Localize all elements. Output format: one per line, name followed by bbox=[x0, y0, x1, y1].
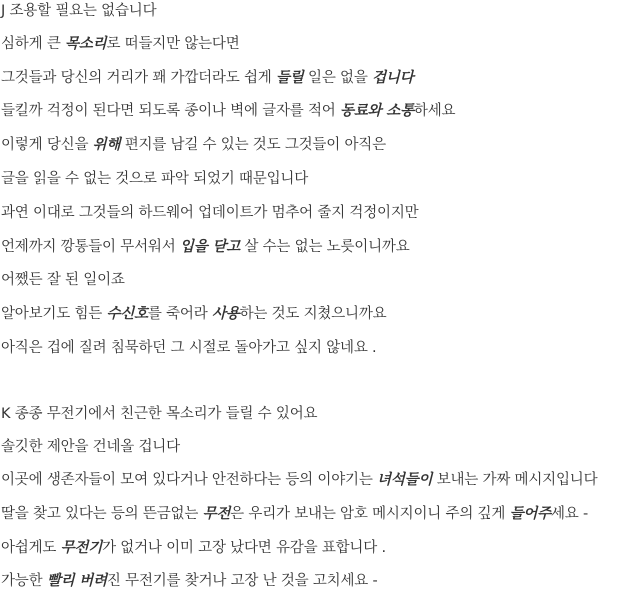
text-line bbox=[1, 237, 410, 257]
text-segment: 언제까지 깡통들이 무서워서 bbox=[1, 239, 180, 255]
text-line bbox=[1, 34, 240, 54]
text-line bbox=[1, 338, 376, 358]
text-line bbox=[1, 304, 386, 324]
emphasized-text: 사용 bbox=[211, 306, 240, 322]
emphasized-text: 목소리 bbox=[65, 36, 107, 52]
emphasized-text: 무전 bbox=[202, 506, 231, 522]
text-segment: 이곳에 생존자들이 모여 있다거나 안전하다는 등의 이야기는 bbox=[1, 472, 378, 488]
text-line bbox=[1, 571, 378, 591]
text-line bbox=[1, 470, 597, 490]
text-segment: J 조용할 필요는 없습니다 bbox=[1, 3, 157, 19]
text-segment: 심하게 큰 bbox=[1, 36, 66, 52]
text-line bbox=[1, 135, 386, 155]
text-segment: 편지를 남길 수 있는 것도 그것들이 아직은 bbox=[120, 137, 386, 153]
text-segment: 로 떠들지만 않는다면 bbox=[106, 36, 240, 52]
text-segment: 진 무전기를 찾거나 고장 난 것을 고치세요 - bbox=[106, 573, 378, 589]
text-segment: 하는 것도 지쳤으니까요 bbox=[239, 306, 387, 322]
text-line bbox=[1, 101, 455, 121]
emphasized-text: 들어주 bbox=[509, 506, 551, 522]
emphasized-text: 녀석들이 bbox=[377, 472, 433, 488]
text-line bbox=[1, 68, 414, 88]
emphasized-text: 입을 닫고 bbox=[179, 239, 240, 255]
text-segment: 이렇게 당신을 bbox=[1, 137, 93, 153]
text-segment: 그것들과 당신의 거리가 꽤 가깝더라도 쉽게 bbox=[1, 70, 276, 86]
text-segment: 를 죽어라 bbox=[147, 306, 212, 322]
text-segment: 어쨌든 잘 된 일이죠 bbox=[1, 272, 125, 288]
text-segment: 아직은 겁에 질려 침묵하던 그 시절로 돌아가고 싶지 않네요 . bbox=[1, 340, 377, 356]
emphasized-text: 빨리 버려 bbox=[46, 573, 107, 589]
text-line bbox=[1, 203, 418, 223]
text-line bbox=[1, 169, 308, 189]
emphasized-text: 위해 bbox=[92, 137, 121, 153]
text-segment: 가능한 bbox=[1, 573, 47, 589]
text-segment: 과연 이대로 그것들의 하드웨어 업데이트가 멈추어 줄지 걱정이지만 bbox=[1, 205, 419, 221]
text-segment: 아쉽게도 bbox=[1, 540, 61, 556]
emphasized-text: 겁니다 bbox=[372, 70, 414, 86]
text-segment: 하세요 bbox=[413, 103, 456, 119]
text-line bbox=[1, 437, 180, 457]
text-segment: 살 수는 없는 노릇이니까요 bbox=[240, 239, 410, 255]
text-line bbox=[1, 404, 317, 424]
emphasized-text: 수신호 bbox=[106, 306, 148, 322]
emphasized-text: 무전기 bbox=[60, 540, 103, 556]
text-line bbox=[1, 270, 125, 290]
text-segment: 은 우리가 보내는 암호 메시지이니 주의 깊게 bbox=[230, 506, 510, 522]
emphasized-text: 들릴 bbox=[275, 70, 304, 86]
text-segment: 딸을 찾고 있다는 등의 뜬금없는 bbox=[1, 506, 203, 522]
text-segment: 알아보기도 힘든 bbox=[1, 306, 107, 322]
text-line bbox=[1, 1, 156, 21]
text-segment: K 종종 무전기에서 친근한 목소리가 들릴 수 있어요 bbox=[1, 406, 318, 422]
text-segment: 들킬까 걱정이 된다면 되도록 종이나 벽에 글자를 적어 bbox=[1, 103, 341, 119]
text-segment: 일은 없을 bbox=[303, 70, 373, 86]
text-segment: 보내는 가짜 메시지입니다 bbox=[432, 472, 598, 488]
text-segment: 세요 - bbox=[550, 506, 589, 522]
text-line bbox=[1, 504, 588, 524]
text-segment: 솔깃한 제안을 건네올 겁니다 bbox=[1, 439, 180, 455]
text-segment: 글을 읽을 수 없는 것으로 파악 되었기 때문입니다 bbox=[1, 171, 309, 187]
text-segment: 가 없거나 이미 고장 났다면 유감을 표합니다 . bbox=[102, 540, 386, 556]
text-line bbox=[1, 538, 386, 558]
emphasized-text: 동료와 소통 bbox=[340, 103, 414, 119]
